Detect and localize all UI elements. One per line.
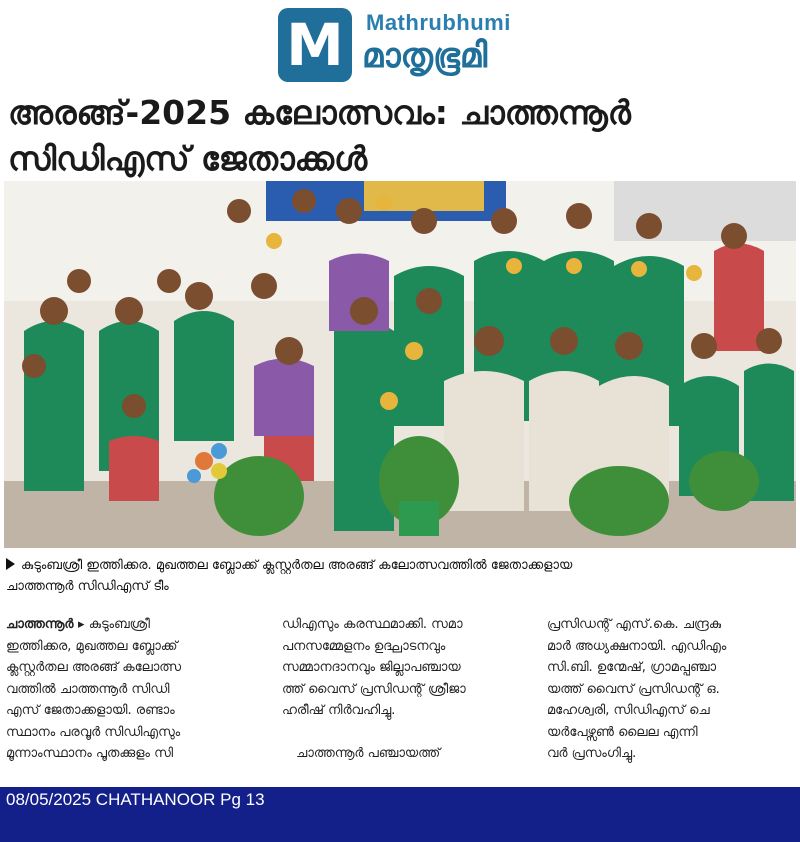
group-photo [4, 181, 796, 548]
article-line [6, 614, 256, 636]
article-line [282, 722, 532, 744]
caption-line-2: ചാത്തന്നൂർ സിഡിഎസ് ടീം [6, 579, 169, 594]
headline-line-2: സിഡിഎസ് ജേതാക്കൾ [8, 139, 368, 178]
footer-edition-label: 08/05/2025 CHATHANOOR Pg 13 [6, 790, 265, 809]
article-line: വർ പ്രസംഗിച്ചു. [547, 746, 637, 761]
article-line: സി.ബി. ഉന്മേഷ്, ഗ്രാമപ്പഞ്ചാ [547, 660, 717, 675]
headline [8, 90, 792, 182]
article-line: യത്ത് വൈസ് പ്രസിഡന്റ് ഒ. [547, 681, 720, 697]
caption-text-1: കുടുംബശ്രീ ഇത്തിക്കര. മുഖത്തല ബ്ലോക്ക് ക്ലസ്റ്റർതല അരങ്ങ് കലോത്സവത്തിൽ ജേതാക്കളായ [21, 558, 573, 573]
play-triangle-icon [6, 558, 15, 570]
article-line: മാർ അധ്യക്ഷനായി. എഡിഎം [547, 638, 727, 654]
logo-name-english: Mathrubhumi [366, 10, 511, 35]
article-line: ത്ത് വൈസ് പ്രസിഡന്റ് ശ്രീജാ [282, 681, 466, 697]
article-line: സമ്മാനദാനവും ജില്ലാപഞ്ചായ [282, 660, 461, 675]
article-column-1 [6, 614, 256, 765]
group-photo-illustration [4, 181, 796, 548]
dateline: ചാത്തന്നൂർ ▸ [6, 617, 85, 632]
article-line: എസ് ജേതാക്കളായി. രണ്ടാം [6, 703, 175, 718]
article-line: പ്രസിഡന്റ് എസ്.കെ. ചന്ദ്രകു [547, 617, 722, 632]
article-line: ഹരീഷ് നിർവഹിച്ചു. [282, 703, 396, 718]
article-line: ഇത്തിക്കര, മുഖത്തല ബ്ലോക്ക് [6, 638, 178, 654]
logo-letter: M [286, 11, 344, 79]
article-line: വത്തിൽ ചാത്തന്നൂർ സിഡി [6, 681, 170, 697]
logo-name-malayalam: മാതൃഭൂമി [362, 36, 488, 76]
article-line: പനസമ്മേളനം ഉദ്ഘാടനവും [282, 638, 446, 654]
caption-line-1 [6, 555, 794, 576]
headline-line-1: അരങ്ങ്-2025 കലോത്സവം: ചാത്തന്നൂർ [8, 93, 631, 132]
article-line: യർപേഴ്സൺ ലൈല എന്നി [547, 724, 698, 740]
article-line: ഡിഎസും കരസ്ഥമാക്കി. സമാ [282, 617, 463, 632]
article-line: സ്ഥാനം പരവൂർ സിഡിഎസും [6, 724, 181, 740]
mathrubhumi-logo-icon [278, 8, 352, 82]
article-line: മഹേശ്വരി, സിഡിഎസ് ചെ [547, 703, 710, 718]
footer-bar [0, 787, 800, 842]
article-text: കുടുംബശ്രീ [88, 617, 150, 632]
article-line: ക്ലസ്റ്റർതല അരങ്ങ് കലോത്സ [6, 660, 182, 675]
article-line: ചാത്തന്നൂർ പഞ്ചായത്ത് [296, 746, 441, 761]
masthead [0, 0, 800, 90]
photo-caption [6, 555, 794, 597]
article-column-3 [547, 614, 795, 765]
article-line: മൂന്നാംസ്ഥാനം പൂതക്കുളം സി [6, 746, 174, 761]
article-column-2 [282, 614, 532, 765]
